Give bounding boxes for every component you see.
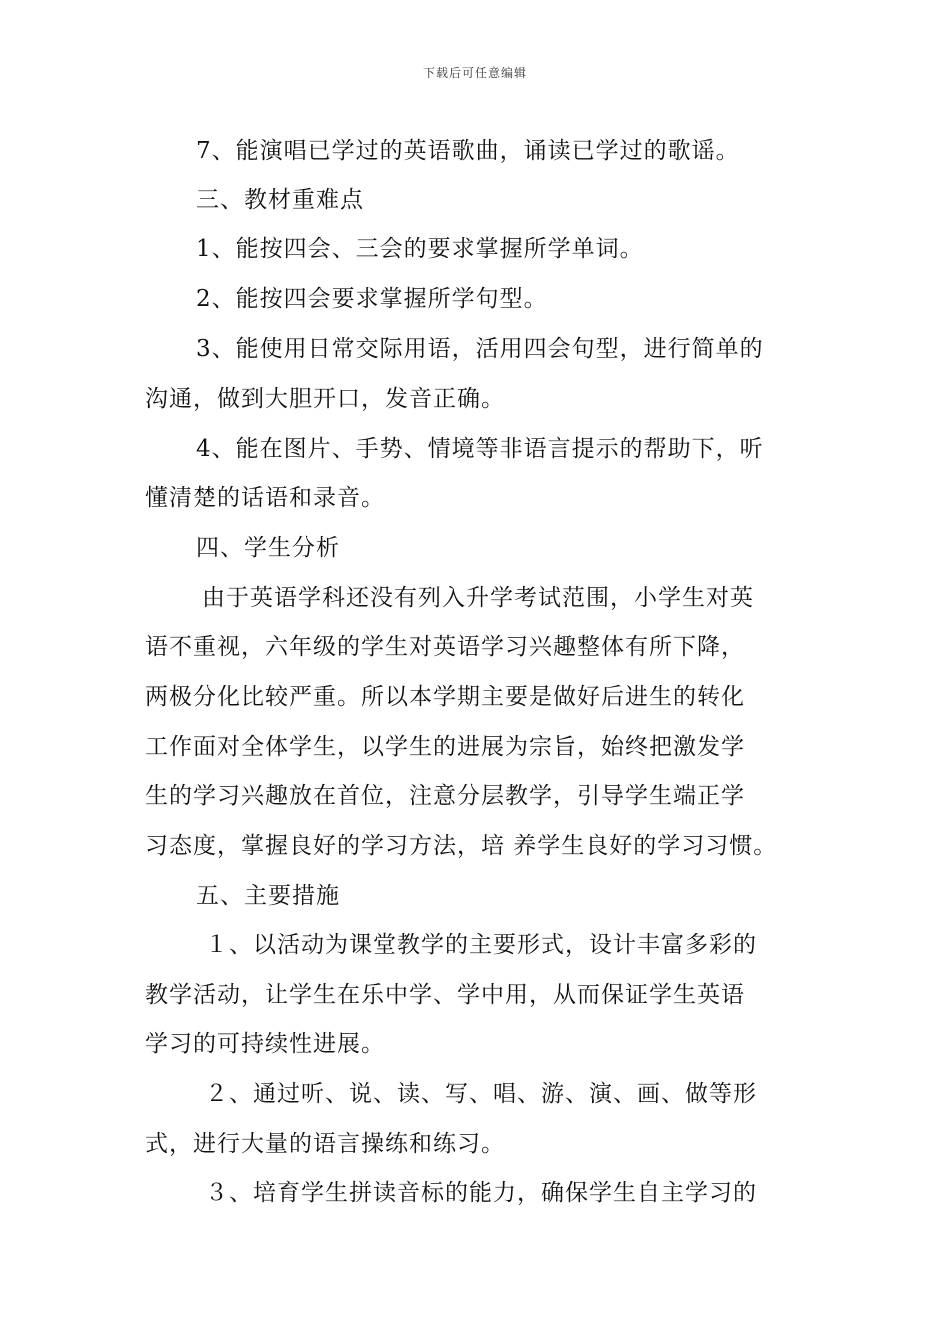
text-line: 7、能演唱已学过的英语歌曲，诵读已学过的歌谣。 — [196, 138, 740, 164]
text-line: 2、能按四会要求掌握所学句型。 — [196, 286, 548, 312]
text-line: 懂清楚的话语和录音。 — [145, 485, 385, 511]
text-line: 教学活动，让学生在乐中学、学中用，从而保证学生英语 — [145, 982, 745, 1008]
text-line: 生的学习兴趣放在首位，注意分层教学，引导学生端正学 — [145, 783, 745, 809]
text-line: 学习的可持续性进展。 — [145, 1031, 385, 1057]
text-line: 沟通，做到大胆开口，发音正确。 — [145, 386, 505, 412]
text-line: ３、培育学生拼读音标的能力，确保学生自主学习的 — [205, 1180, 757, 1206]
text-line: 由于英语学科还没有列入升学考试范围，小学生对英 — [202, 585, 754, 611]
section-heading: 五、主要措施 — [196, 883, 340, 909]
page-header: 下载后可任意编辑 — [422, 66, 527, 80]
section-heading: 三、教材重难点 — [196, 187, 364, 213]
text-line: 两极分化比较严重。所以本学期主要是做好后进生的转化 — [145, 684, 745, 710]
text-line: 工作面对全体学生，以学生的进展为宗旨，始终把激发学 — [145, 734, 745, 760]
text-line: ２、通过听、说、读、写、唱、游、演、画、做等形 — [205, 1081, 757, 1107]
text-line: 式，进行大量的语言操练和练习。 — [145, 1131, 505, 1157]
text-line: 1、能按四会、三会的要求掌握所学单词。 — [196, 236, 644, 262]
text-line: 语不重视，六年级的学生对英语学习兴趣整体有所下降， — [145, 634, 745, 660]
section-heading: 四、学生分析 — [196, 535, 340, 561]
text-line: １、以活动为课堂教学的主要形式，设计丰富多彩的 — [205, 932, 757, 958]
text-line: 习态度，掌握良好的学习方法，培 养学生良好的学习习惯。 — [145, 833, 778, 859]
text-line: 3、能使用日常交际用语，活用四会句型，进行简单的 — [196, 336, 764, 362]
text-line: 4、能在图片、手势、情境等非语言提示的帮助下，听 — [196, 436, 764, 462]
